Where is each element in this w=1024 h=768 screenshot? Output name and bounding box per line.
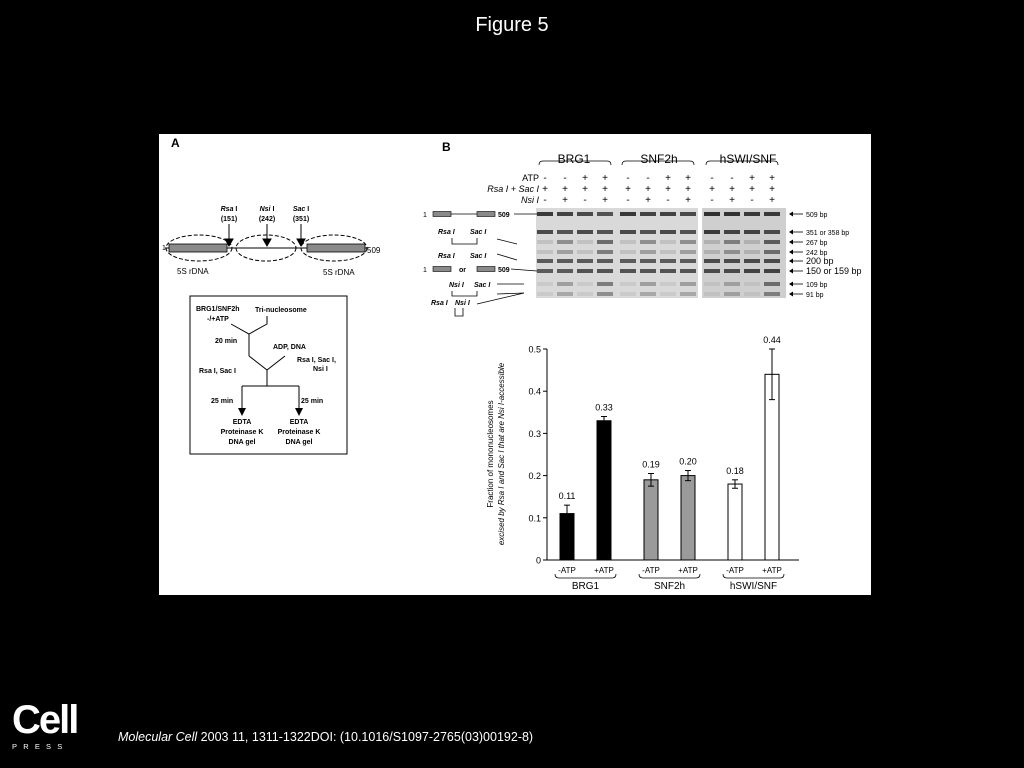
gel-sign-nsi-11: + <box>769 195 775 206</box>
band-arrowhead-5 <box>789 269 793 274</box>
x-tick-label-5: +ATP <box>762 566 782 575</box>
gel-sign-atp-6: + <box>665 173 671 184</box>
flow-end-left-1: EDTA <box>232 419 252 426</box>
x-group-label-0: BRG1 <box>571 581 600 592</box>
band-arrowhead-4 <box>789 259 793 264</box>
gel-band <box>597 259 613 263</box>
gel-band <box>680 292 696 296</box>
flow-arrow-right <box>295 408 303 416</box>
gel-sign-rsa_sac-0: + <box>542 184 548 195</box>
band-label-6: 109 bp <box>806 282 828 289</box>
gel-band <box>660 250 676 254</box>
site-sac-pos: (351) <box>292 216 310 223</box>
gel-band <box>660 230 676 234</box>
gel-band <box>680 230 696 234</box>
schem-rsa-2: Rsa I <box>438 253 455 260</box>
schem-frag-right <box>477 267 495 272</box>
gel-band <box>640 292 656 296</box>
y-tick-label-0: 0 <box>535 555 541 566</box>
gel-band <box>597 282 613 286</box>
schem-nsi-2: Nsi I <box>455 300 470 307</box>
gel-band <box>704 250 720 254</box>
flow-enzyme: BRG1/SNF2h <box>196 306 240 313</box>
gel-band <box>577 240 593 244</box>
gel-sign-nsi-6: - <box>666 195 670 206</box>
gel-band <box>704 230 720 234</box>
gel-band <box>764 250 780 254</box>
gel-sign-nsi-5: + <box>645 195 651 206</box>
flow-arrow-left <box>238 408 246 416</box>
figure-panel <box>159 134 871 595</box>
flow-end-right-3: DNA gel <box>285 439 313 446</box>
flow-tri: Tri-nucleosome <box>255 307 307 314</box>
gel-band <box>724 259 740 263</box>
gel-band <box>640 230 656 234</box>
gel-band <box>724 240 740 244</box>
gel-sign-nsi-2: - <box>583 195 587 206</box>
gel-band <box>577 250 593 254</box>
schem-509-2: 509 <box>498 267 510 274</box>
gel-band <box>660 282 676 286</box>
row-label-atp: ATP <box>522 173 539 183</box>
schem-frag-left <box>433 267 451 272</box>
gel-band <box>724 282 740 286</box>
gel-band <box>660 240 676 244</box>
gel-band <box>640 240 656 244</box>
band-label-0: 509 bp <box>806 212 828 219</box>
gel-sign-nsi-8: - <box>710 195 714 206</box>
gel-band <box>660 292 676 296</box>
cell-logo-press: PRESS <box>12 742 69 751</box>
gel-band <box>620 292 636 296</box>
schem-nsi-1: Nsi I <box>449 282 464 289</box>
gel-band <box>660 212 676 216</box>
gel-band <box>744 282 760 286</box>
gel-sign-atp-11: + <box>769 173 775 184</box>
gel-band <box>764 259 780 263</box>
gel-band <box>577 269 593 273</box>
band-arrowhead-7 <box>789 292 793 297</box>
schem-rsa-1: Rsa I <box>438 229 455 236</box>
gel-sign-rsa_sac-2: + <box>582 184 588 195</box>
gel-band <box>680 282 696 286</box>
gel-band <box>724 269 740 273</box>
gel-band <box>620 259 636 263</box>
citation <box>118 730 533 744</box>
gel-group-1: SNF2h <box>640 152 678 166</box>
y-tick-label-1: 0.1 <box>528 513 541 524</box>
gel-band <box>640 212 656 216</box>
end-left-label: 1 <box>162 245 166 252</box>
gel-band <box>597 212 613 216</box>
gel-sign-atp-3: + <box>602 173 608 184</box>
gel-group-2: hSWI/SNF <box>719 152 777 166</box>
gel-band <box>557 259 573 263</box>
flow-atp: -/+ATP <box>207 316 229 323</box>
y-axis-label <box>486 362 506 545</box>
band-label-1: 351 or 358 bp <box>806 230 850 237</box>
gel-band <box>537 212 553 216</box>
bar-value-label-1: 0.33 <box>595 402 613 413</box>
band-arrowhead-0 <box>789 212 793 217</box>
gel-band <box>744 292 760 296</box>
gel-sign-rsa_sac-6: + <box>665 184 671 195</box>
gel-band <box>537 282 553 286</box>
gel-sign-nsi-1: + <box>562 195 568 206</box>
gel-sign-nsi-7: + <box>685 195 691 206</box>
gel-band <box>704 269 720 273</box>
bar-2 <box>644 480 658 560</box>
schem-or: or <box>459 267 466 274</box>
gel-sign-rsa_sac-10: + <box>749 184 755 195</box>
schem-sac-3: Sac I <box>474 282 491 289</box>
gel-band <box>597 250 613 254</box>
site-nsi-pos: (242) <box>258 216 276 223</box>
gel-band <box>640 250 656 254</box>
gel-band <box>557 240 573 244</box>
schem-connector-2 <box>497 254 517 260</box>
flow-t20: 20 min <box>215 338 238 345</box>
gel-band <box>577 292 593 296</box>
schem-sac-1: Sac I <box>470 229 487 236</box>
gel-sign-atp-1: - <box>563 173 567 184</box>
citation-details: 2003 11, 1311-1322DOI: (10.1016/S1097-2765(03)00192-8) <box>197 730 534 744</box>
schem-bracket-3 <box>455 308 463 316</box>
gel-band <box>640 259 656 263</box>
panel-b-letter: B <box>442 140 451 154</box>
gel-sign-atp-0: - <box>543 173 547 184</box>
schem-rsa-3: Rsa I <box>431 300 448 307</box>
gel-band <box>660 259 676 263</box>
gel-band <box>620 240 636 244</box>
row-label-rsa-sac: Rsa I + Sac I <box>487 184 539 194</box>
gel-band <box>577 212 593 216</box>
site-nsi-label: Nsi I <box>259 206 275 213</box>
gel-band <box>537 259 553 263</box>
schem-one-2: 1 <box>423 267 427 274</box>
x-tick-label-0: -ATP <box>558 566 576 575</box>
site-rsa-label: Rsa I <box>220 206 238 213</box>
gel-band <box>557 212 573 216</box>
row-label-nsi: Nsi I <box>521 195 539 205</box>
schem-frag-full-b <box>477 212 495 217</box>
slide-title: Figure 5 <box>475 14 549 36</box>
schem-one-1: 1 <box>423 212 427 219</box>
rdna-left-box <box>169 244 227 252</box>
gel-sign-atp-7: + <box>685 173 691 184</box>
gel-band <box>744 212 760 216</box>
x-tick-label-3: +ATP <box>678 566 698 575</box>
gel-band <box>680 212 696 216</box>
gel-band <box>764 212 780 216</box>
gel-sign-rsa_sac-5: + <box>645 184 651 195</box>
band-label-7: 91 bp <box>806 292 824 299</box>
gel-band <box>764 230 780 234</box>
gel-band <box>557 250 573 254</box>
flow-left-digest: Rsa I, Sac I <box>199 368 236 375</box>
gel-band <box>704 240 720 244</box>
gel-sign-atp-8: - <box>710 173 714 184</box>
band-label-2: 267 bp <box>806 240 828 247</box>
gel-band <box>724 250 740 254</box>
flow-end-left-2: Proteinase K <box>220 429 264 436</box>
schem-bracket-1 <box>452 238 477 244</box>
y-tick-label-3: 0.3 <box>528 428 541 439</box>
x-tick-label-2: -ATP <box>642 566 660 575</box>
schem-509-1: 509 <box>498 212 510 219</box>
bar-3 <box>681 476 695 560</box>
gel-band <box>597 230 613 234</box>
gel-sign-rsa_sac-7: + <box>685 184 691 195</box>
gel-band <box>680 250 696 254</box>
gel-band <box>620 212 636 216</box>
gel-band <box>597 240 613 244</box>
gel-band <box>537 230 553 234</box>
gel-band <box>744 230 760 234</box>
band-label-5: 150 or 159 bp <box>806 266 862 276</box>
gel-band <box>620 250 636 254</box>
gel-band <box>620 269 636 273</box>
gel-sign-rsa_sac-9: + <box>729 184 735 195</box>
bar-value-label-4: 0.18 <box>726 465 744 476</box>
bar-value-label-0: 0.11 <box>558 491 576 502</box>
gel-band <box>744 240 760 244</box>
panel-a-letter: A <box>171 136 180 150</box>
band-arrowhead-2 <box>789 240 793 245</box>
gel-band <box>577 282 593 286</box>
y-label-line-2: excised by Rsa I and Sac I that are Nsi I-accessible <box>497 362 506 546</box>
gel-band <box>620 282 636 286</box>
bar-value-label-3: 0.20 <box>679 456 697 467</box>
gel-sign-rsa_sac-8: + <box>709 184 715 195</box>
gel-sign-nsi-9: + <box>729 195 735 206</box>
bar-value-label-5: 0.44 <box>763 335 781 345</box>
gel-band <box>660 269 676 273</box>
gel-sign-atp-2: + <box>582 173 588 184</box>
gel-band <box>724 230 740 234</box>
gel-band <box>744 250 760 254</box>
gel-band <box>680 269 696 273</box>
gel-band <box>724 212 740 216</box>
gel-band <box>597 292 613 296</box>
x-group-label-2: hSWI/SNF <box>729 581 778 592</box>
band-label-3: 242 bp <box>806 250 828 257</box>
gel-band <box>640 269 656 273</box>
gel-band <box>557 282 573 286</box>
x-tick-label-4: -ATP <box>726 566 744 575</box>
x-group-label-1: SNF2h <box>653 581 686 592</box>
gel-band <box>577 259 593 263</box>
flow-t25-right: 25 min <box>301 398 324 405</box>
gel-band <box>640 282 656 286</box>
gel-sign-rsa_sac-1: + <box>562 184 568 195</box>
gel-band <box>764 292 780 296</box>
gel-sign-nsi-3: + <box>602 195 608 206</box>
gel-band <box>577 230 593 234</box>
rdna-right-box <box>307 244 365 252</box>
schem-connector-1 <box>497 239 517 244</box>
schem-connector-6 <box>477 293 524 304</box>
gel-band <box>557 269 573 273</box>
bar-1 <box>597 421 611 560</box>
gel-band <box>537 250 553 254</box>
gel-band <box>704 212 720 216</box>
y-tick-label-2: 0.2 <box>528 471 541 482</box>
rdna-left-label: 5S rDNA <box>177 267 209 276</box>
schem-bracket-2 <box>452 291 477 296</box>
figure-canvas <box>159 134 871 595</box>
gel-sign-nsi-0: - <box>543 195 547 206</box>
gel-band <box>764 269 780 273</box>
gel-sign-nsi-10: - <box>750 195 754 206</box>
gel-sign-atp-5: - <box>646 173 650 184</box>
gel-band <box>764 240 780 244</box>
gel-band <box>557 230 573 234</box>
gel-band <box>704 259 720 263</box>
band-arrowhead-6 <box>789 282 793 287</box>
flow-right-digest-2: Nsi I <box>313 366 328 373</box>
flow-end-right-2: Proteinase K <box>277 429 321 436</box>
gel-band <box>680 259 696 263</box>
cell-press-logo <box>12 700 92 750</box>
schem-sac-2: Sac I <box>470 253 487 260</box>
rdna-right-label: 5S rDNA <box>323 268 355 277</box>
y-tick-label-4: 0.4 <box>528 386 541 397</box>
gel-band <box>597 269 613 273</box>
gel-group-0: BRG1 <box>557 152 591 166</box>
gel-band <box>620 230 636 234</box>
gel-sign-atp-9: - <box>730 173 734 184</box>
gel-band <box>704 292 720 296</box>
gel-band <box>764 282 780 286</box>
gel-band <box>537 240 553 244</box>
x-tick-label-1: +ATP <box>594 566 614 575</box>
gel-sign-atp-10: + <box>749 173 755 184</box>
gel-sign-rsa_sac-11: + <box>769 184 775 195</box>
band-arrowhead-1 <box>789 230 793 235</box>
gel-band <box>537 269 553 273</box>
gel-band <box>724 292 740 296</box>
cell-logo-word: Cell <box>12 698 78 742</box>
bar-value-label-2: 0.19 <box>642 459 660 470</box>
gel-sign-nsi-4: - <box>626 195 630 206</box>
gel-sign-rsa_sac-4: + <box>625 184 631 195</box>
schem-connector-3 <box>511 269 537 271</box>
journal-name: Molecular Cell <box>118 730 198 744</box>
flow-t25-left: 25 min <box>211 398 234 405</box>
flow-adp: ADP, DNA <box>273 344 306 351</box>
schem-frag-full-a <box>433 212 451 217</box>
band-arrowhead-3 <box>789 250 793 255</box>
bar-5 <box>765 374 779 560</box>
gel-band <box>680 240 696 244</box>
site-rsa-pos: (151) <box>220 216 238 223</box>
band-label-4: 200 bp <box>806 256 834 266</box>
y-label-line-1: Fraction of mononucleosomes <box>486 400 495 508</box>
gel-band <box>744 269 760 273</box>
flow-end-right-1: EDTA <box>289 419 309 426</box>
flow-end-left-3: DNA gel <box>228 439 256 446</box>
gel-band <box>744 259 760 263</box>
gel-band <box>557 292 573 296</box>
flow-lines <box>231 316 299 410</box>
gel-band <box>537 292 553 296</box>
end-right-label: 509 <box>367 246 381 255</box>
gel-sign-rsa_sac-3: + <box>602 184 608 195</box>
gel-band <box>704 282 720 286</box>
y-tick-label-5: 0.5 <box>528 344 541 355</box>
flow-right-digest-1: Rsa I, Sac I, <box>297 357 336 364</box>
gel-sign-atp-4: - <box>626 173 630 184</box>
site-sac-label: Sac I <box>292 206 310 213</box>
bar-4 <box>728 484 742 560</box>
